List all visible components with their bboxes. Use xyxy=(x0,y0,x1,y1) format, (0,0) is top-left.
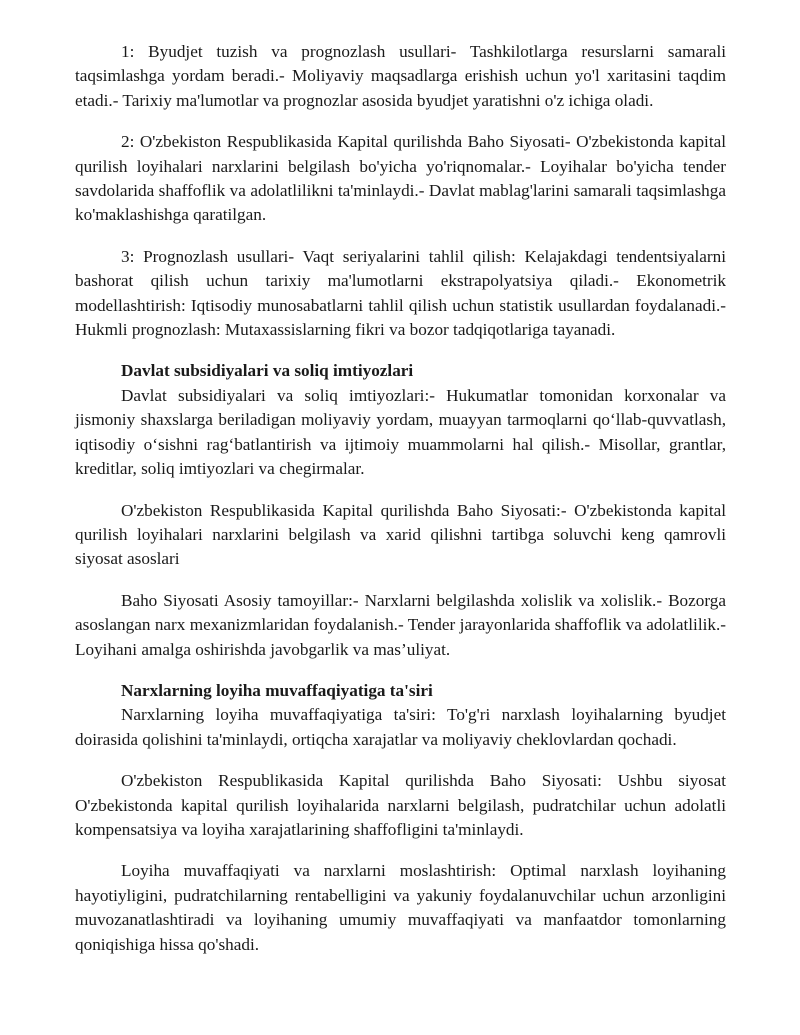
paragraph-budgeting-methods: 1: Byudjet tuzish va prognozlash usullari- Tashkilotlarga resurslarni samarali taqsimlashga yordam beradi.- Moliyaviy maqsadlarga erishish uchun yo'l xaritasini taqdim etadi.- Tarixiy ma'lumotlar va prognozlar asosida byudjet yaratishni o'z ichiga oladi. xyxy=(75,42,726,110)
paragraph-forecasting-methods: 3: Prognozlash usullari- Vaqt seriyalarini tahlil qilish: Kelajakdagi tendentsiyalarni bashorat qilish uchun tarixiy ma'lumotlarni ekstrapolyatsiya qiladi.- Ekonometrik modellashtirish: Iqtisodiy munosabatlarni tahlil qilish uchun statistik usullardan foydalanadi.- Hukmli prognozlash: Mutaxassislarning fikri va bozor tadqiqotlariga tayanadi. xyxy=(75,246,726,340)
paragraph-pricing-policy-framework: O'zbekiston Respublikasida Kapital qurilishda Baho Siyosati:- O'zbekistonda kapital qurilish loyihalari narxlarini belgilash va xarid qilishni tartibga soluvchi keng qamrovli siyosat asoslari xyxy=(75,500,726,569)
paragraph-subsidies: Davlat subsidiyalari va soliq imtiyozlari:- Hukumatlar tomonidan korxonalar va jismoniy shaxslarga beriladigan moliyaviy yordam, muayyan tarmoqlarni qo‘llab-quvvatlash, iqtisodiy o‘sishni rag‘batlantirish va ijtimoiy muammolarni hal qilish.- Misollar, grantlar, kreditlar, soliq imtiyozlari va chegirmalar. xyxy=(75,385,726,479)
paragraph-pricing-policy: 2: O'zbekiston Respublikasida Kapital qurilishda Baho Siyosati- O'zbekistonda kapital qurilish loyihalari narxlarini belgilash bo'yicha yo'riqnomalar.- Loyihalar bo'yicha tender savdolarida shaffoflik va adolatlilikni ta'minlaydi.- Davlat mablag'larini samarali taqsimlashga ko'maklashishga qaratilgan. xyxy=(75,132,726,225)
document-page xyxy=(75,40,726,974)
paragraph-pricing-policy-summary: O'zbekiston Respublikasida Kapital qurilishda Baho Siyosati: Ushbu siyosat O'zbekistonda kapital qurilish loyihalarida narxlarni belgilash, pudratchilar uchun adolatli kompensatsiya va loyiha xarajatlarining shaffofligini ta'minlaydi. xyxy=(75,771,726,839)
section-heading-subsidies: Davlat subsidiyalari va soliq imtiyozlari xyxy=(121,361,414,381)
paragraph-pricing-principles: Baho Siyosati Asosiy tamoyillar:- Narxlarni belgilashda xolislik va xolislik.- Bozorga asoslangan narx mexanizmlaridan foydalanish.- Tender jarayonlarida shaffoflik va adolatlilik.- Loyihani amalga oshirishda javobgarlik va mas’uliyat. xyxy=(75,590,726,659)
paragraph-pricing-impact: Narxlarning loyiha muvaffaqiyatiga ta'siri: To'g'ri narxlash loyihalarning byudjet doirasida qolishini ta'minlaydi, ortiqcha xarajatlar va moliyaviy cheklovlardan qochadi. xyxy=(75,705,726,749)
section-heading-pricing-impact: Narxlarning loyiha muvaffaqiyatiga ta'siri xyxy=(121,680,433,700)
paragraph-project-success: Loyiha muvaffaqiyati va narxlarni moslashtirish: Optimal narxlash loyihaning hayotiyligini, pudratchilarning rentabelligini va yakuniy foydalanuvchilar uchun arzonligini muvozanatlashtiradi va loyihaning umumiy muvaffaqiyati va manfaatdor tomonlarning qoniqishiga hissa qo'shadi. xyxy=(75,861,726,954)
